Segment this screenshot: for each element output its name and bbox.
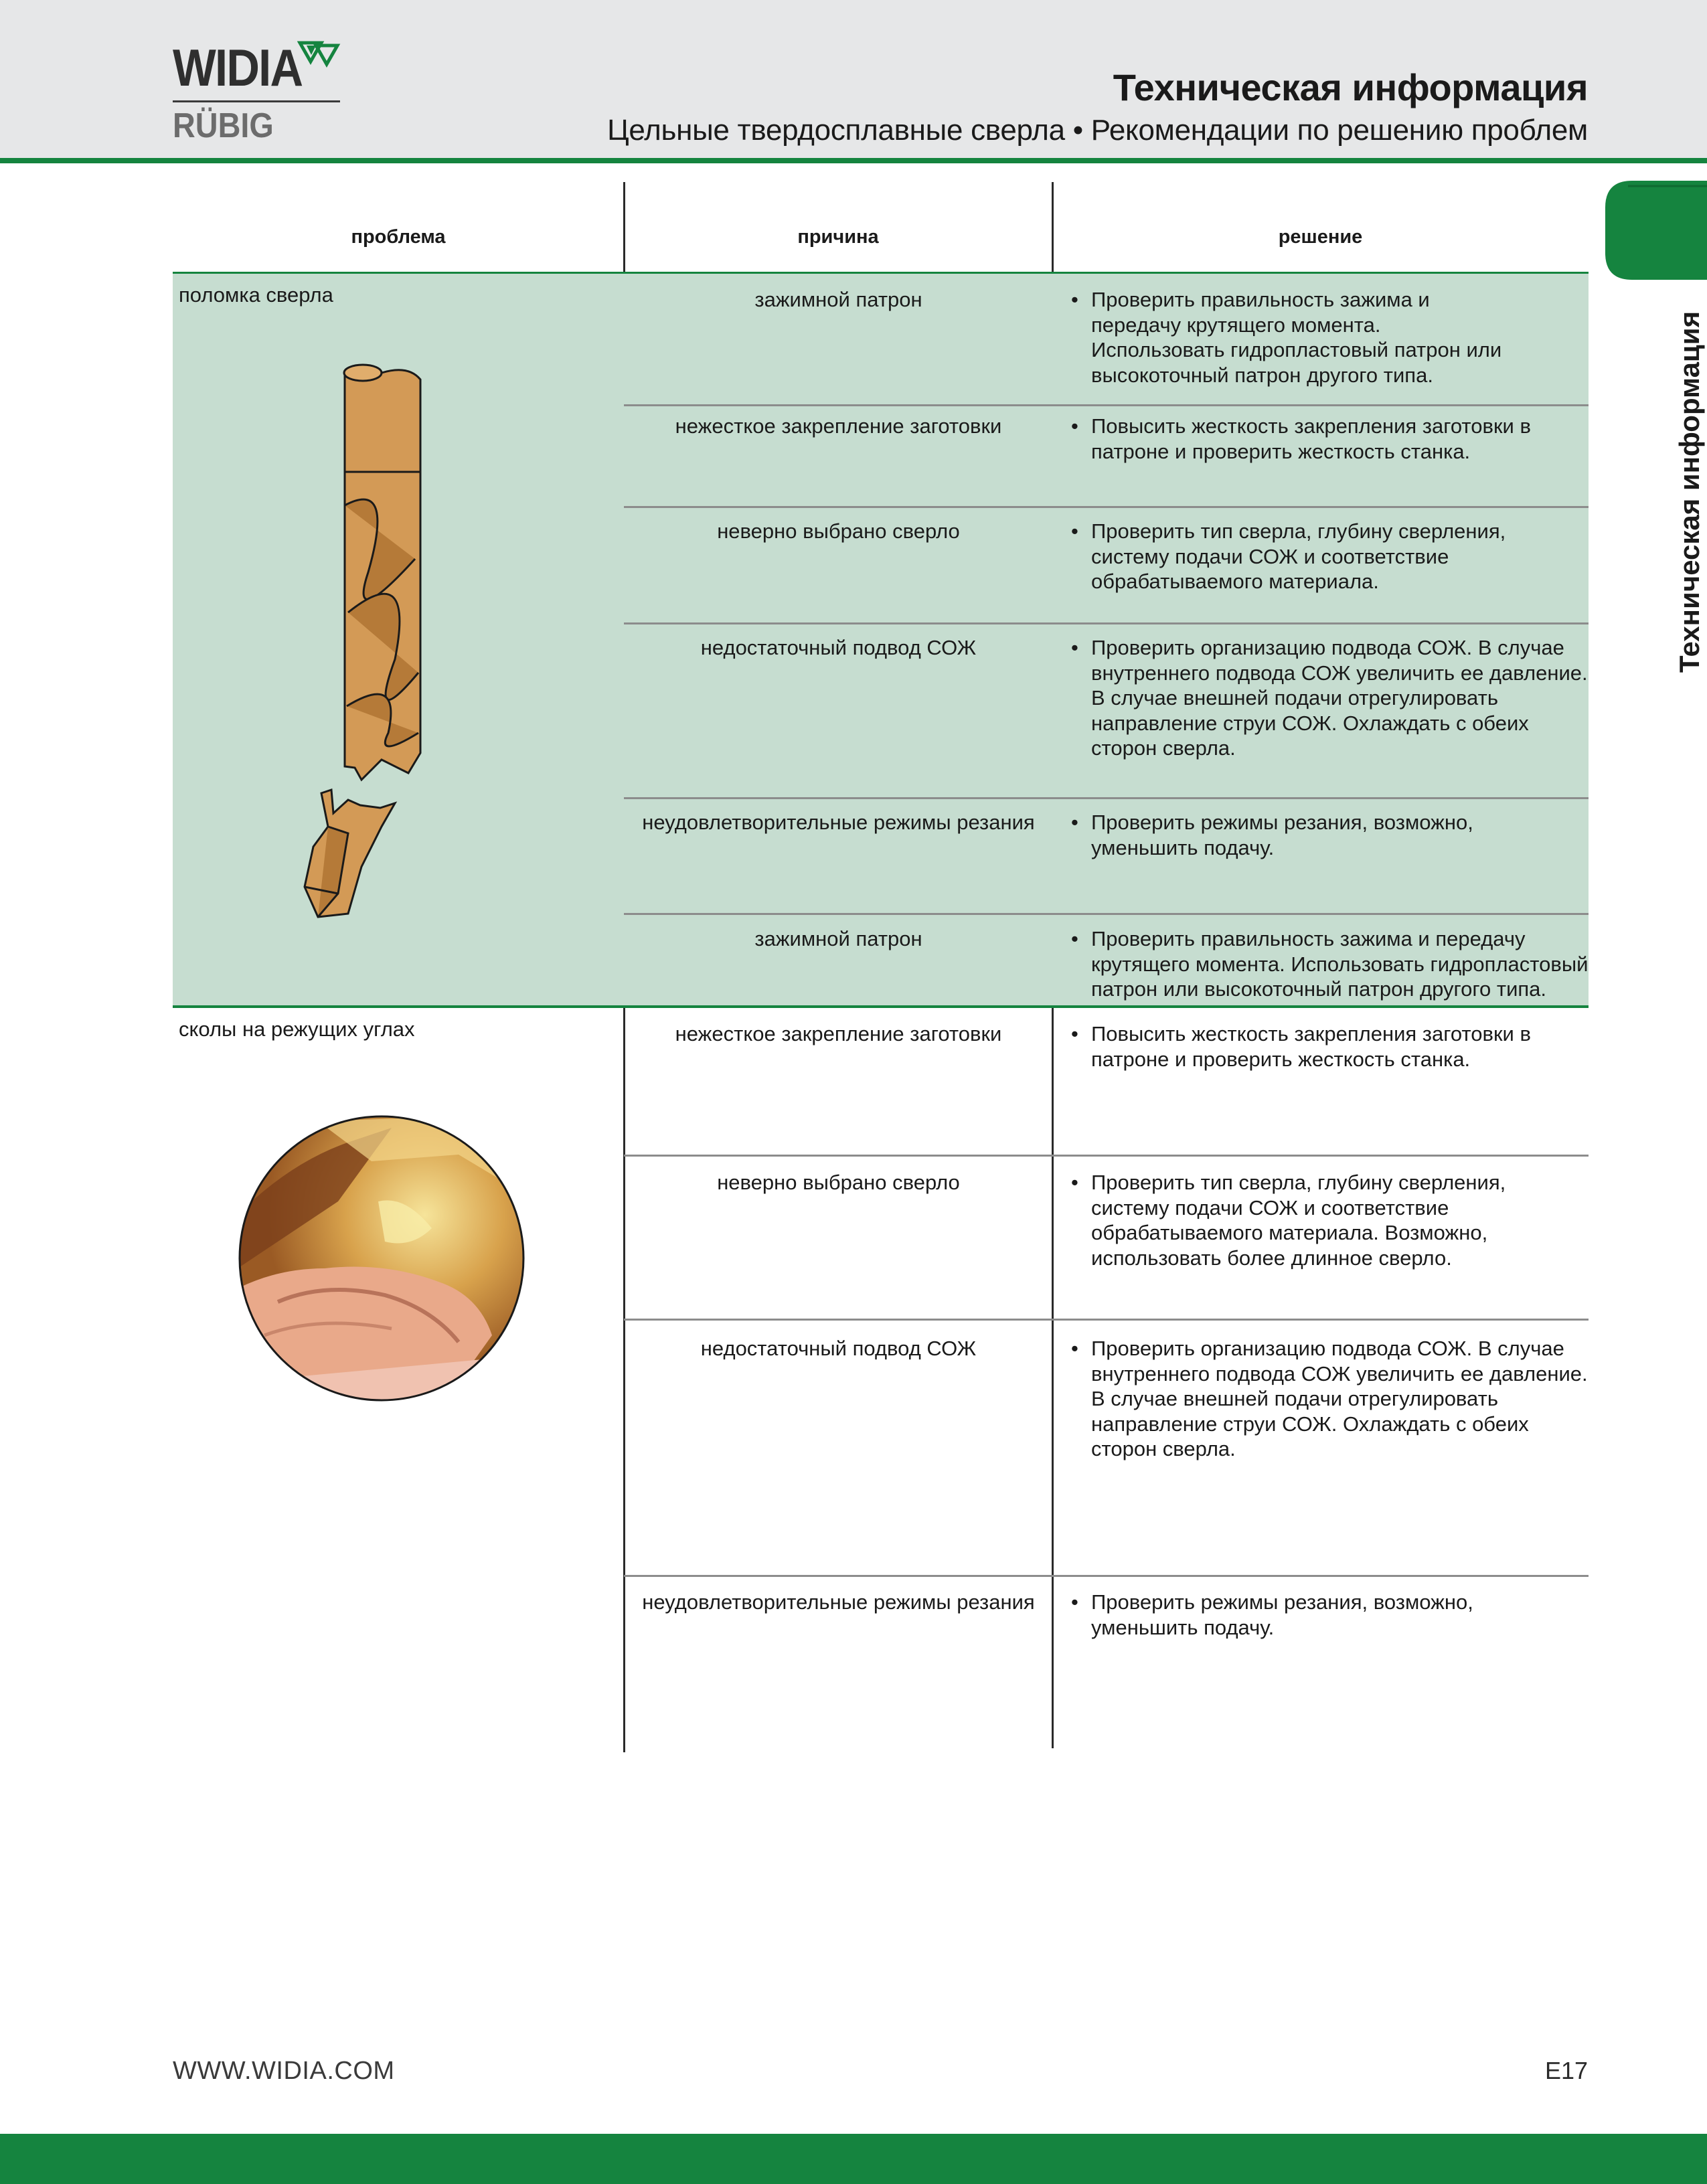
solution-cell (1071, 519, 1593, 594)
solution-text: Проверить режимы резания, возможно, уменьшить подачу. (1091, 1590, 1473, 1639)
solution-cell (1071, 810, 1593, 860)
cause-cell: зажимной патрон (754, 927, 922, 950)
solution-cell (1071, 414, 1593, 464)
page-title: Техническая информация (1113, 66, 1588, 108)
group-separator (173, 1005, 1589, 1008)
bullet-icon: • (1071, 811, 1078, 834)
row-separator (624, 622, 1589, 624)
widia-triangle-icon (297, 39, 344, 79)
solution-cell (1071, 1590, 1593, 1640)
solution-cell (1071, 1336, 1593, 1462)
cause-cell: недостаточный подвод СОЖ (700, 1337, 977, 1360)
solution-cell (1071, 1170, 1593, 1270)
bullet-icon: • (1071, 1022, 1078, 1045)
bullet-icon: • (1071, 414, 1078, 438)
bullet-icon: • (1071, 636, 1078, 659)
column-header-solution: решение (1278, 226, 1363, 248)
logo-rubig-text: RÜBIG (173, 106, 274, 145)
column-header-cause: причина (797, 226, 879, 248)
page-number: E17 (1544, 2057, 1588, 2084)
solution-cell (1071, 926, 1593, 1002)
solution-cell (1071, 287, 1593, 388)
solution-cell (1071, 635, 1593, 761)
chipped-edge-photo (238, 1114, 525, 1402)
solution-text: Проверить тип сверла, глубину сверления, систему подачи СОЖ и соответствие обрабатываемого материала. Возможно, использовать более длинное сверло. (1091, 1171, 1506, 1270)
bullet-icon: • (1071, 1590, 1078, 1614)
cause-cell: нежесткое закрепление заготовки (675, 414, 1002, 438)
logo-rule (173, 100, 340, 102)
bullet-icon: • (1071, 288, 1078, 311)
row-separator (624, 913, 1589, 915)
cause-cell: неверно выбрано сверло (717, 1171, 960, 1194)
row-separator (624, 1155, 1589, 1157)
row-separator (624, 506, 1589, 508)
problem-label: сколы на режущих углах (179, 1017, 415, 1041)
row-separator (624, 797, 1589, 799)
solution-text: Проверить организацию подвода СОЖ. В случае внутреннего подвода СОЖ увеличить ее давление. В случае внешней подачи отрегулировать направление струи СОЖ. Охлаждать с обеих сторон сверла. (1091, 636, 1588, 760)
cause-cell: зажимной патрон (754, 288, 922, 311)
solution-text: Проверить организацию подвода СОЖ. В случае внутреннего подвода СОЖ увеличить ее давление. В случае внешней подачи отрегулировать направление струи СОЖ. Охлаждать с обеих сторон сверла. (1091, 1337, 1588, 1460)
cause-cell: неудовлетворительные режимы резания (642, 811, 1035, 834)
broken-drill-illustration (281, 358, 428, 934)
solution-text: Проверить тип сверла, глубину сверления, систему подачи СОЖ и соответствие обрабатываемого материала. (1091, 519, 1506, 593)
solution-text: Повысить жесткость закрепления заготовки в патроне и проверить жесткость станка. (1091, 1022, 1531, 1071)
cause-cell: неверно выбрано сверло (717, 519, 960, 543)
footer-band (0, 2134, 1707, 2184)
solution-text: Проверить правильность зажима и передачу крутящего момента. Использовать гидропластовый патрон или высокоточный патрон другого типа. (1091, 288, 1502, 387)
bullet-icon: • (1071, 927, 1078, 950)
row-separator (624, 1319, 1589, 1321)
section-tab-label: Техническая информация (1674, 311, 1705, 673)
solution-text: Повысить жесткость закрепления заготовки в патроне и проверить жесткость станка. (1091, 414, 1531, 463)
footer-website: WWW.WIDIA.COM (173, 2057, 395, 2085)
header-divider (0, 158, 1707, 163)
row-separator (624, 404, 1589, 406)
page-subtitle: Цельные твердосплавные сверла • Рекомендации по решению проблем (607, 114, 1588, 147)
cause-cell: неудовлетворительные режимы резания (642, 1590, 1035, 1614)
solution-cell (1071, 1021, 1593, 1072)
cause-cell: нежесткое закрепление заготовки (675, 1022, 1002, 1045)
table-header-rule (173, 272, 1589, 274)
bullet-icon: • (1071, 519, 1078, 543)
logo-widia-text: WIDIA (173, 38, 303, 97)
solution-text: Проверить режимы резания, возможно, уменьшить подачу. (1091, 811, 1473, 859)
section-tab-icon (1605, 181, 1707, 280)
bullet-icon: • (1071, 1337, 1078, 1360)
bullet-icon: • (1071, 1171, 1078, 1194)
problem-label: поломка сверла (179, 283, 333, 307)
cause-cell: недостаточный подвод СОЖ (700, 636, 977, 659)
column-header-problem: проблема (351, 226, 446, 248)
solution-text: Проверить правильность зажима и передачу крутящего момента. Использовать гидропластовый патрон или высокоточный патрон другого типа. (1091, 927, 1589, 1001)
row-separator (624, 1575, 1589, 1577)
widia-rubig-logo (173, 39, 347, 146)
